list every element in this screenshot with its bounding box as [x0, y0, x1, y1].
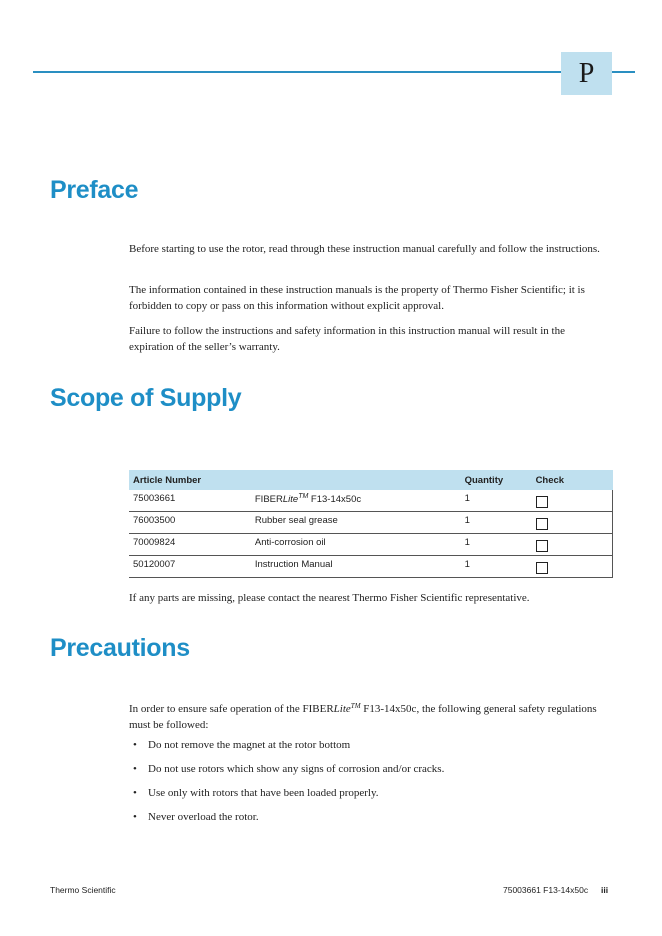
check-box[interactable]: [536, 562, 548, 574]
footer-brand: Thermo Scientific: [50, 885, 116, 895]
article-number: 70009824: [129, 534, 251, 556]
item-description: Rubber seal grease: [251, 512, 461, 534]
article-number: 50120007: [129, 556, 251, 578]
chapter-tab: P: [561, 52, 612, 95]
precautions-heading: Precautions: [50, 634, 190, 662]
list-item: [133, 809, 444, 833]
trademark-mark: TM: [350, 702, 361, 710]
desc-suffix: F13-14x50c: [308, 494, 362, 505]
article-number: 75003661: [129, 490, 251, 512]
article-number: 76003500: [129, 512, 251, 534]
column-header-check: Check: [532, 470, 613, 490]
table-row: [129, 534, 613, 556]
trademark-mark: TM: [298, 493, 309, 500]
check-box[interactable]: [536, 518, 548, 530]
preface-paragraph: Failure to follow the instructions and safety information in this instruction manual will result in the expiration of the seller’s warranty.: [129, 325, 565, 353]
bullet-text: Never overload the rotor.: [148, 811, 259, 823]
check-cell: [532, 556, 613, 578]
check-cell: [532, 534, 613, 556]
preface-paragraph: The information contained in these instruction manuals is the property of Thermo Fisher Scientific; it is forbidden to copy or pass on this information without explicit approval.: [129, 284, 585, 312]
table-row: [129, 512, 613, 534]
intro-suffix: F13-14x50c, the following general safety regulations must be followed:: [129, 703, 597, 731]
scope-heading: Scope of Supply: [50, 384, 242, 412]
item-description: Instruction Manual: [251, 556, 461, 578]
item-description: Anti-corrosion oil: [251, 534, 461, 556]
check-cell: [532, 512, 613, 534]
bullet-text: Use only with rotors that have been loaded properly.: [148, 787, 379, 799]
bullet-text: Do not use rotors which show any signs of corrosion and/or cracks.: [148, 763, 445, 775]
item-quantity: 1: [461, 534, 532, 556]
preface-heading: Preface: [50, 176, 139, 204]
supply-table: [129, 470, 613, 578]
desc-lite: Lite: [282, 494, 299, 505]
column-header-article: Article Number: [129, 470, 251, 490]
bullet-glyph: •: [133, 787, 137, 799]
missing-parts-note: If any parts are missing, please contact the nearest Thermo Fisher Scientific representative.: [129, 592, 530, 604]
table-header-row: [129, 470, 613, 490]
column-header-description: [251, 470, 461, 490]
table-row: [129, 556, 613, 578]
check-box[interactable]: [536, 540, 548, 552]
list-item: [133, 737, 444, 761]
header-rule: [33, 71, 635, 73]
item-description: [251, 490, 461, 512]
check-box[interactable]: [536, 496, 548, 508]
page-number: iii: [601, 885, 609, 895]
list-item: [133, 761, 444, 785]
check-cell: [532, 490, 613, 512]
preface-paragraph: Before starting to use the rotor, read through these instruction manual carefully and follow the instructions.: [129, 243, 600, 255]
intro-prefix: In order to ensure safe operation of the FIBER: [129, 703, 334, 715]
bullet-glyph: •: [133, 811, 137, 823]
desc-prefix: FIBER: [254, 494, 283, 505]
table-row: [129, 490, 613, 512]
precautions-list: [133, 737, 444, 833]
bullet-glyph: •: [133, 763, 137, 775]
column-header-quantity: Quantity: [461, 470, 532, 490]
list-item: [133, 785, 444, 809]
footer-doc-ref: 75003661 F13-14x50c: [503, 885, 589, 895]
bullet-glyph: •: [133, 739, 137, 751]
item-quantity: 1: [461, 556, 532, 578]
intro-lite: Lite: [333, 703, 351, 715]
bullet-text: Do not remove the magnet at the rotor bottom: [148, 739, 351, 751]
item-quantity: 1: [461, 512, 532, 534]
precautions-intro: [129, 698, 612, 733]
item-quantity: 1: [461, 490, 532, 512]
